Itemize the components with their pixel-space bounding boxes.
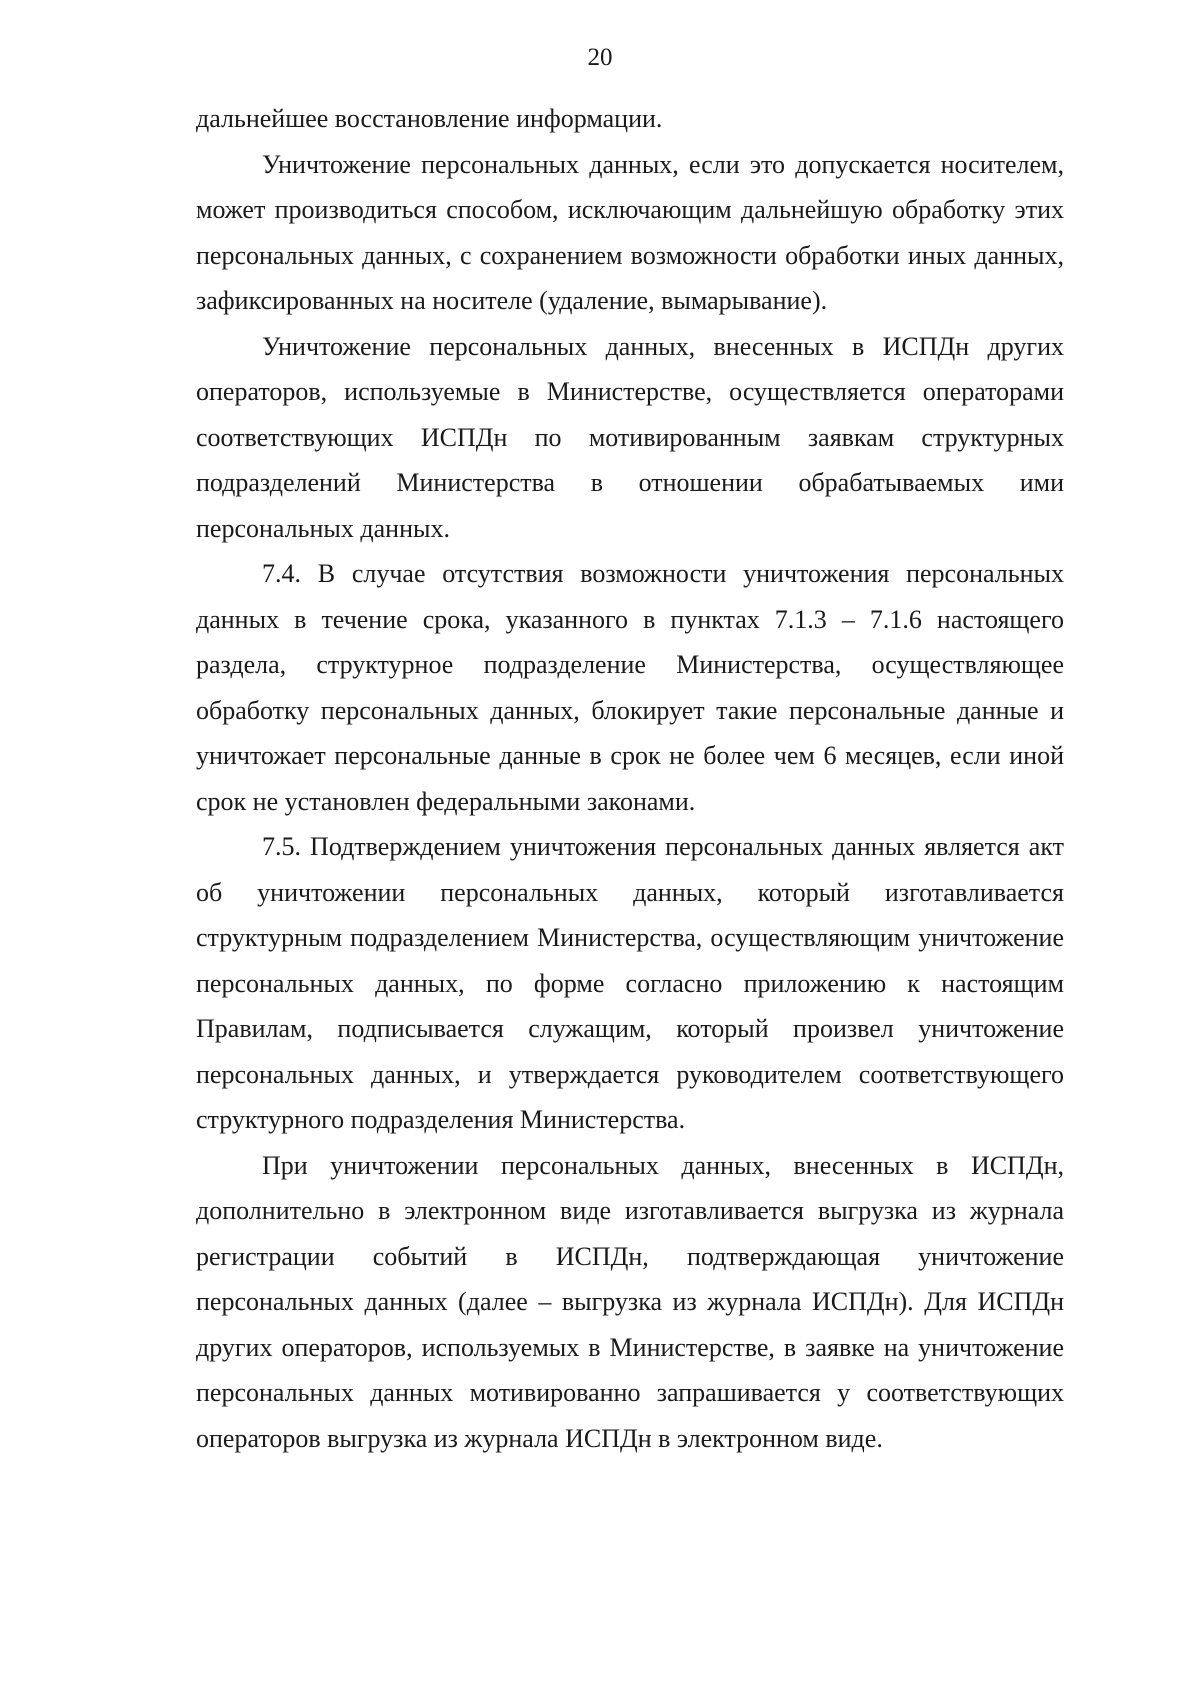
document-body	[196, 96, 1064, 1461]
paragraph-continuation: дальнейшее восстановление информации.	[196, 104, 663, 133]
paragraph-clause-7-4: 7.4. В случае отсутствия возможности уничтожения персональных данных в течение срока, указанного в пунктах 7.1.3 – 7.1.6 настоящего раздела, структурное подразделение Министерства, осуществляющее обработку персональных данных, блокирует такие персональные данные и уничтожает персональные данные в срок не более чем 6 месяцев, если иной срок не установлен федеральными законами.	[196, 559, 1064, 816]
paragraph-ispdn-log-export: При уничтожении персональных данных, внесенных в ИСПДн, дополнительно в электронном виде изготавливается выгрузка из журнала регистрации событий в ИСПДн, подтверждающая уничтожение персональных данных (далее – выгрузка из журнала ИСПДн). Для ИСПДн других операторов, используемых в Министерстве, в заявке на уничтожение персональных данных мотивированно запрашивается у соответствующих операторов выгрузка из журнала ИСПДн в электронном виде.	[196, 1150, 1064, 1453]
paragraph-clause-7-5: 7.5. Подтверждением уничтожения персональных данных является акт об уничтожении персональных данных, который изготавливается структурным подразделением Министерства, осуществляющим уничтожение персональных данных, по форме согласно приложению к настоящим Правилам, подписывается служащим, который произвел уничтожение персональных данных, и утверждается руководителем соответствующего структурного подразделения Министерства.	[196, 832, 1064, 1134]
page-number: 20	[587, 44, 613, 71]
paragraph-destruction-on-medium: Уничтожение персональных данных, если это допускается носителем, может производиться способом, исключающим дальнейшую обработку этих персональных данных, с сохранением возможности обработки иных данных, зафиксированных на носителе (удаление, вымарывание).	[196, 149, 1064, 315]
paragraph-destruction-other-operators: Уничтожение персональных данных, внесенных в ИСПДн других операторов, используемые в Министерстве, осуществляется операторами соответствующих ИСПДн по мотивированным заявкам структурных подразделений Министерства в отношении обрабатываемых ими персональных данных.	[196, 331, 1064, 543]
